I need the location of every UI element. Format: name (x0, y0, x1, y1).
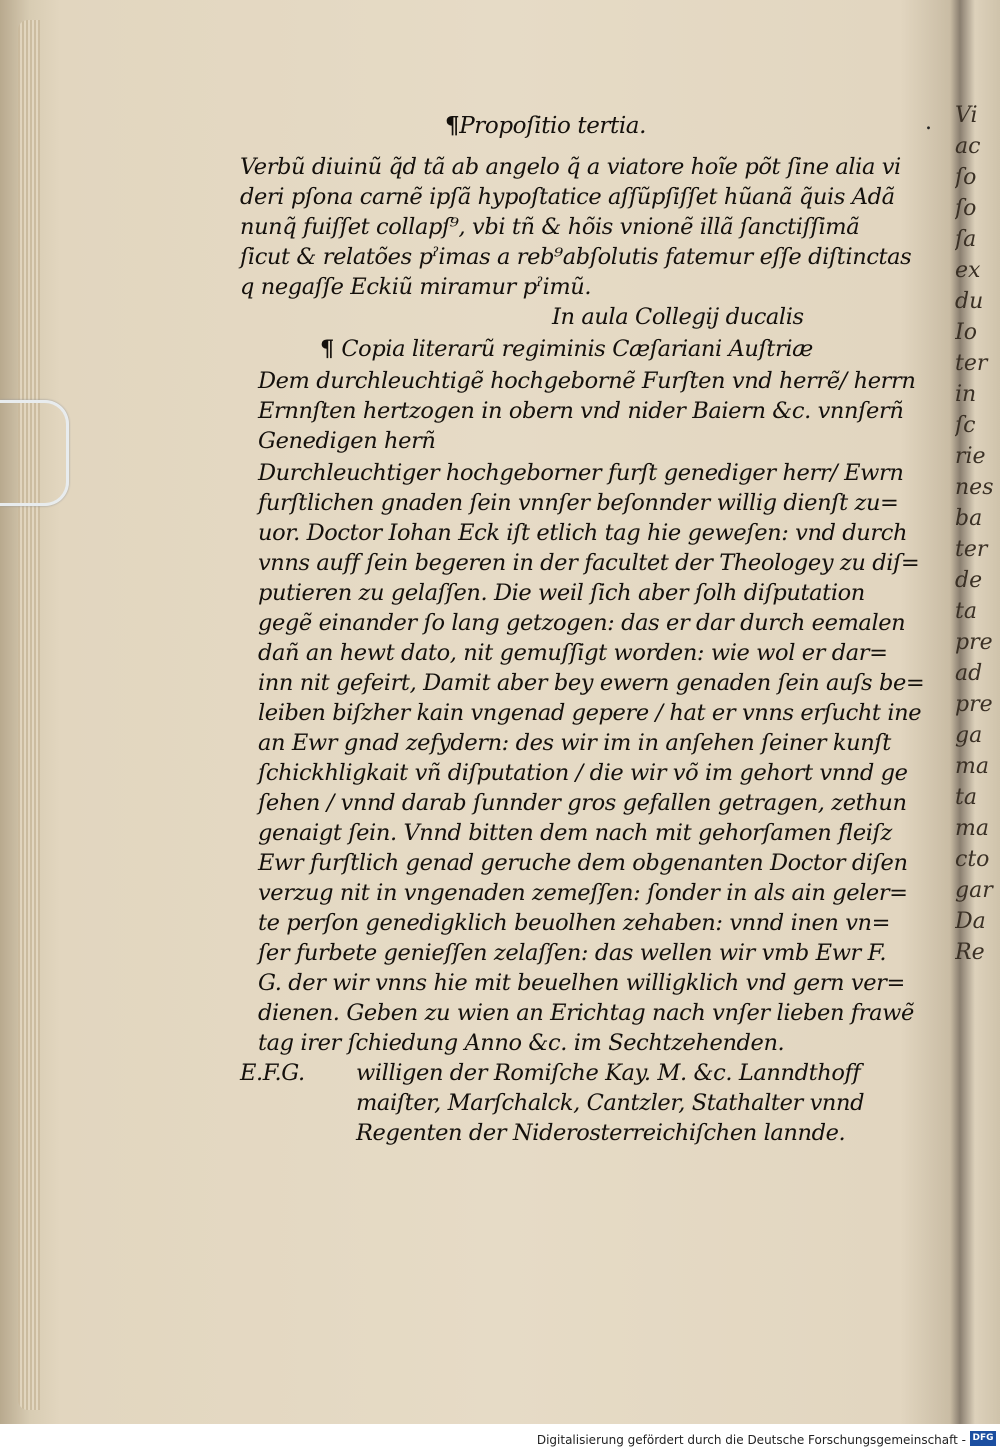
letter-line: dienen. Geben zu wien an Erichtag nach vnſer lieben frawẽ (258, 1000, 914, 1026)
heading-text: Propoſitio tertia. (459, 113, 647, 139)
letter-line: genaigt ſein. Vnnd bitten dem nach mit gehorſamen fleiſz (258, 820, 892, 846)
body-line: Verbũ diuinũ q̃d tã ab angelo q̃ a viatore hoĩe põt ſine alia vi (240, 154, 901, 180)
footer-bar (0, 1424, 1000, 1454)
signature-line: willigen der Romiſche Kay. M. &c. Lanndthoff (356, 1060, 861, 1086)
body-line: deri pſona carnẽ ipſã hypoſtatice aſſũpſiſſet hũanã q̃uis Adã (240, 184, 895, 210)
letter-line: Dem durchleuchtigẽ hochgebornẽ Furſten vnd herrẽ/ herrn (258, 368, 916, 394)
body-line: ſicut & relatões pˀimas a reb⁹abſolutis fatemur eſſe diſtinctas (240, 244, 912, 270)
proposition-heading: ¶Propoſitio tertia. (445, 112, 647, 139)
letter-line: Durchleuchtiger hochgeborner furſt genediger herr/ Ewrn (258, 460, 904, 486)
letter-line: Ewr furſtlich genad geruche dem obgenanten Doctor diſen (258, 850, 908, 876)
signature-line: maiſter, Marſchalck, Cantzler, Stathalter vnnd (356, 1090, 865, 1116)
letter-line: G. der wir vnns hie mit beuelhen willigklich vnd gern ver= (258, 970, 905, 996)
footer-credit: Digitalisierung gefördert durch die Deutsche Forschungsgemeinschaft - (536, 1433, 966, 1447)
letter-line: an Ewr gnad zefydern: des wir im in anſehen ſeiner kunſt (258, 730, 891, 756)
adjacent-page-strip: Vi ac ſo ſo ſa ex du Io ter in ſc rie nes ba ter de ta pre ad pre ga ma ta ma cto gar Da Re (955, 103, 994, 965)
place-line: In aula Collegij ducalis (552, 304, 804, 330)
letter-line: inn nit gefeirt, Damit aber bey ewern genaden ſein auſs be= (258, 670, 925, 696)
letter-line: uor. Doctor Iohan Eck iſt etlich tag hie geweſen: vnd durch (258, 520, 908, 546)
letter-line: leiben biſzher kain vngenad gepere / hat er vnns erſucht ine (258, 700, 922, 726)
letter-line: verzug nit in vngenaden zemeſſen: ſonder in als ain geler= (258, 880, 908, 906)
book-clip (0, 400, 69, 506)
letter-line: ſer furbete genieſſen zelaſſen: das wellen wir vmb Ewr F. (258, 940, 887, 966)
letter-line: Ernnſten hertzogen in obern vnd nider Baiern &c. vnnſerñ (258, 398, 904, 424)
copia-line: ¶ Copia literarũ regiminis Cæſariani Auſtriæ (320, 336, 813, 362)
page-edge (18, 20, 40, 1410)
signature-line: Regenten der Niderosterreichiſchen lannde. (356, 1120, 846, 1146)
letter-line: vnns auff ſein begeren in der facultet der Theologey zu diſ= (258, 550, 920, 576)
letter-line: Genedigen herñ (258, 428, 436, 454)
letter-line: gegẽ einander ſo lang getzogen: das er dar durch eemalen (258, 610, 906, 636)
letter-line: dañ an hewt dato, nit gemuſſigt worden: wie wol er dar= (258, 640, 888, 666)
signature-label: E.F.G. (240, 1060, 305, 1086)
margin-dot: . (925, 110, 932, 135)
letter-line: tag irer ſchiedung Anno &c. im Sechtzehenden. (258, 1030, 785, 1056)
copia-text: Copia literarũ regiminis Cæſariani Auſtriæ (341, 336, 813, 362)
dfg-logo-icon: DFG (970, 1431, 996, 1446)
letter-line: te perſon genedigklich beuolhen zehaben: vnnd inen vn= (258, 910, 891, 936)
letter-line: ſehen / vnnd darab ſunnder gros gefallen getragen, zethun (258, 790, 907, 816)
letter-line: putieren zu gelaſſen. Die weil ſich aber ſolh diſputation (258, 580, 865, 606)
letter-line: ſchickhligkait vñ diſputation / die wir võ im gehort vnnd ge (258, 760, 908, 786)
body-line: nunq̃ fuiſſet collapſ⁹, vbi tñ & hõis vnionẽ illã ſanctiſſimã (240, 214, 860, 240)
letter-line: furſtlichen gnaden ſein vnnſer beſonnder willig dienſt zu= (258, 490, 899, 516)
body-line: q negaſſe Eckiũ miramur pˀimũ. (240, 274, 592, 300)
